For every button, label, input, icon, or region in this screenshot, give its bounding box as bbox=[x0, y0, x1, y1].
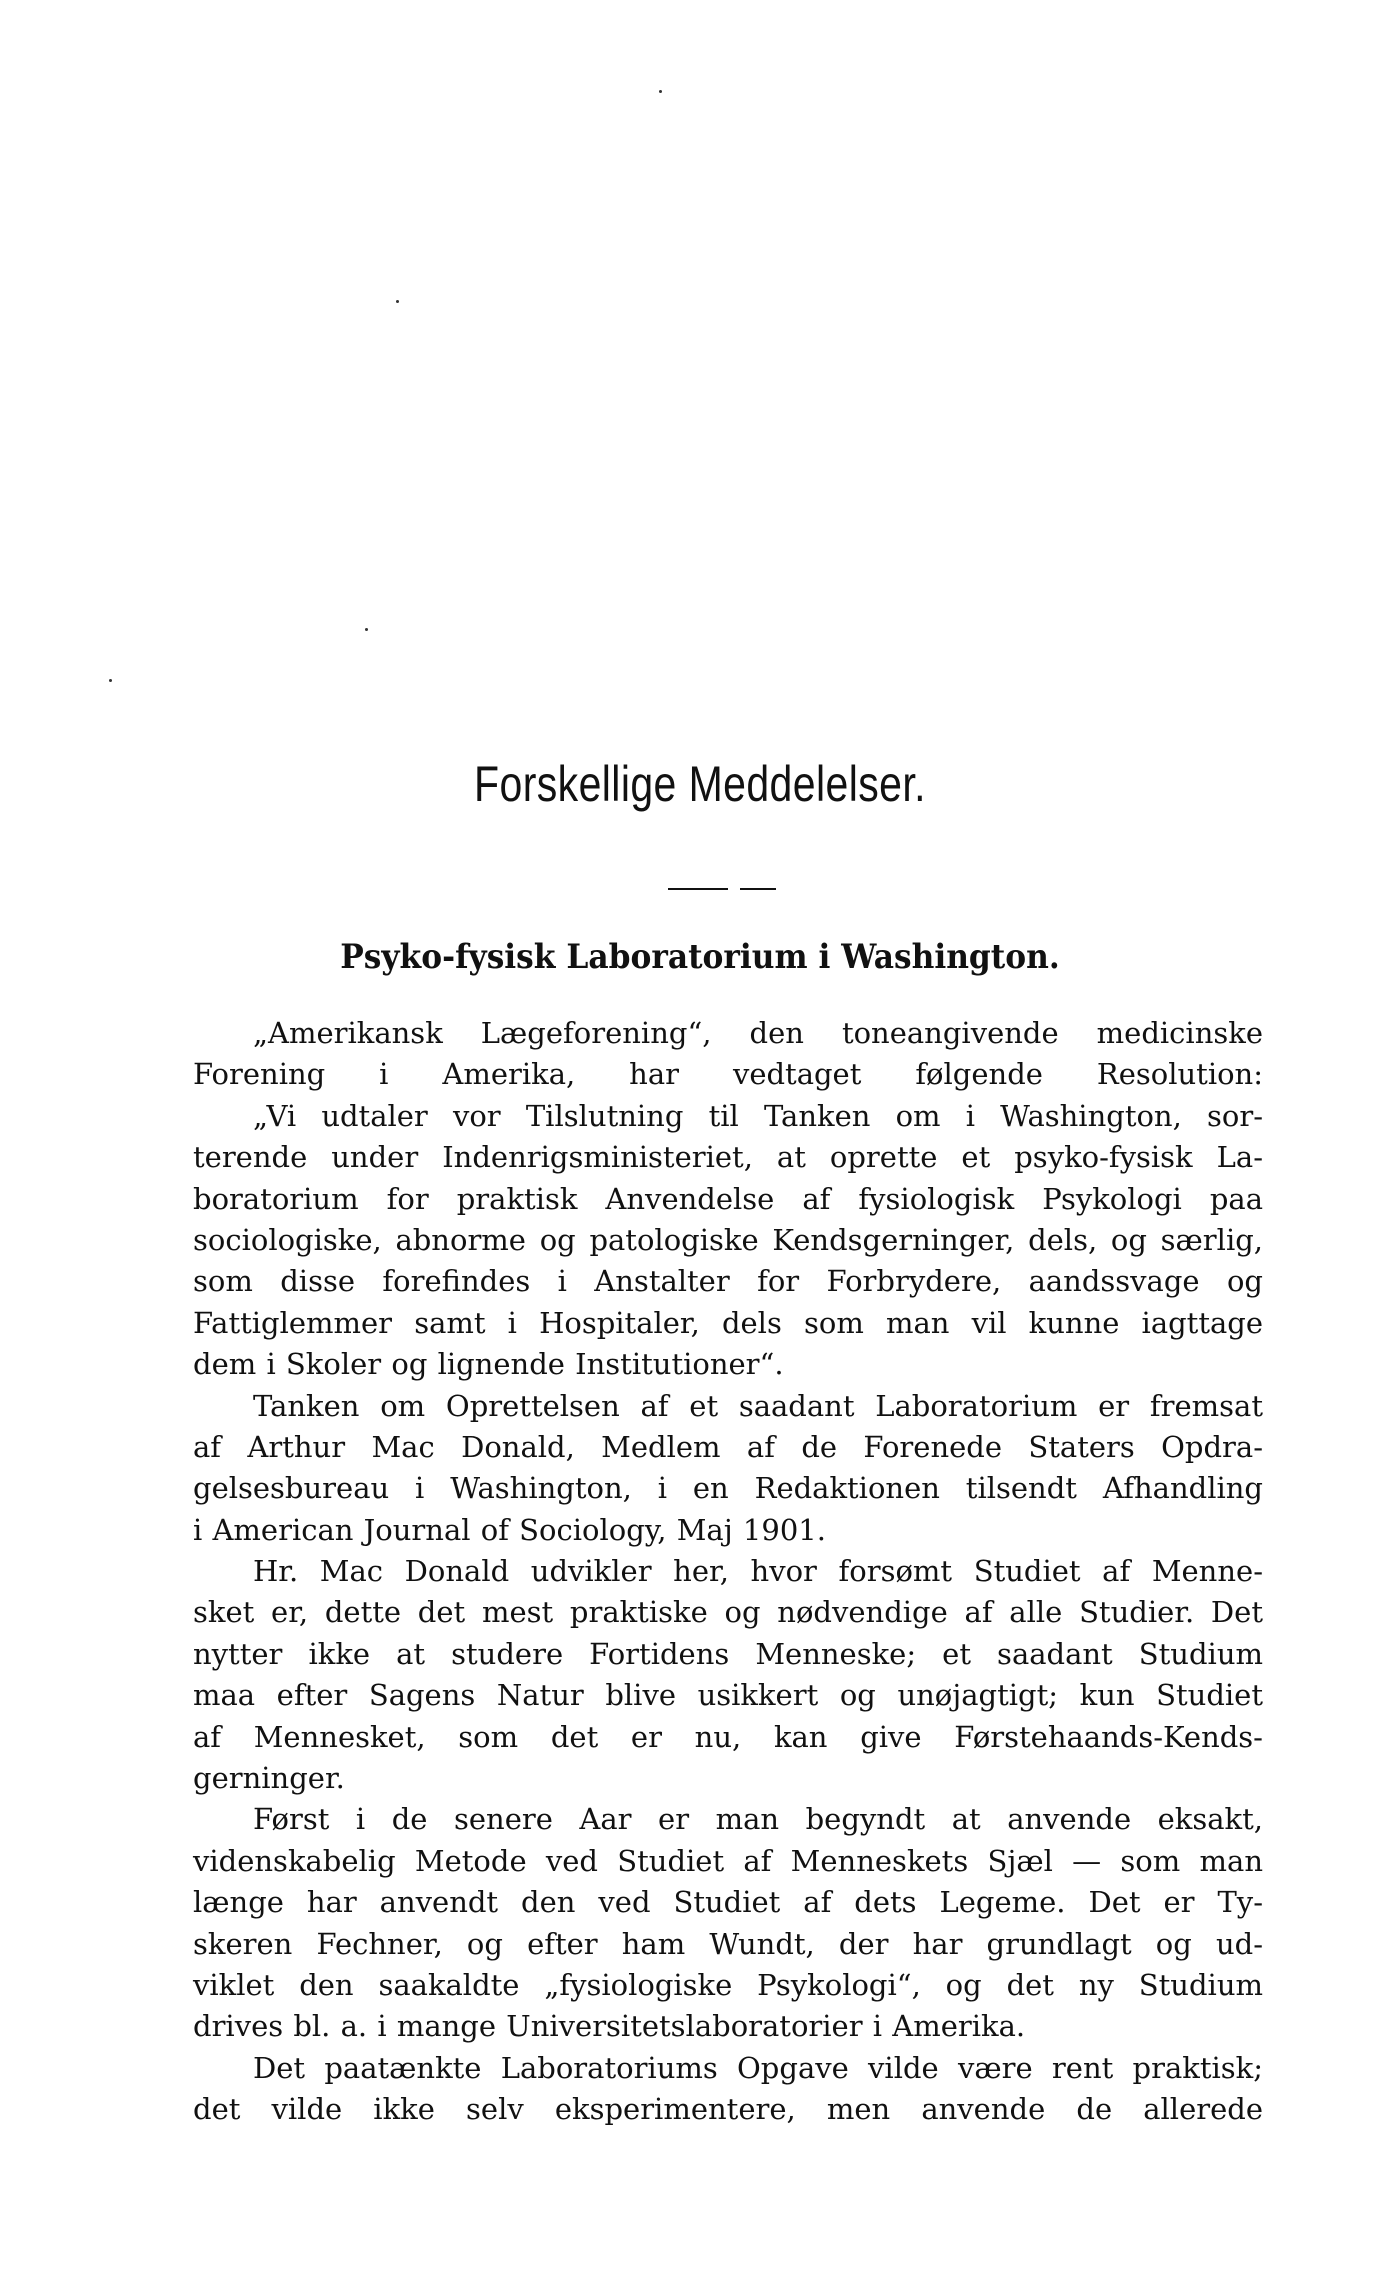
text-line: i American Journal of Sociology, Maj 1901. bbox=[193, 1512, 826, 1547]
text-line: Først i de senere Aar er man begyndt at anvende eksakt, bbox=[253, 1802, 1263, 1837]
section-title: Psyko-fysisk Laboratorium i Washington. bbox=[340, 937, 1060, 977]
page-speck bbox=[365, 628, 368, 631]
page-speck bbox=[109, 679, 112, 682]
text-line: Hr. Mac Donald udvikler her, hvor forsømt Studiet af Menne- bbox=[253, 1554, 1263, 1589]
text-line: dem i Skoler og lignende Institutioner“. bbox=[193, 1347, 784, 1382]
text-line: sociologiske, abnorme og patologiske Kendsgerninger, dels, og særlig, bbox=[193, 1222, 1263, 1257]
text-line: drives bl. a. i mange Universitetslaboratorier i Amerika. bbox=[193, 2009, 1026, 2044]
page-heading: Forskellige Meddelelser. bbox=[474, 756, 926, 812]
section-divider bbox=[668, 888, 776, 890]
text-line: det vilde ikke selv eksperimentere, men anvende de allerede bbox=[193, 2092, 1263, 2127]
text-line: af Mennesket, som det er nu, kan give Førstehaands-Kends- bbox=[193, 1719, 1263, 1754]
text-line: nytter ikke at studere Fortidens Menneske; et saadant Studium bbox=[193, 1636, 1263, 1671]
text-line: af Arthur Mac Donald, Medlem af de Forenede Staters Opdra- bbox=[193, 1429, 1263, 1464]
text-line: maa efter Sagens Natur blive usikkert og unøjagtigt; kun Studiet bbox=[193, 1678, 1263, 1713]
text-line: Fattiglemmer samt i Hospitaler, dels som man vil kunne iagttage bbox=[193, 1305, 1263, 1340]
text-line: Det paatænkte Laboratoriums Opgave vilde være rent praktisk; bbox=[253, 2050, 1263, 2085]
text-line: videnskabelig Metode ved Studiet af Menneskets Sjæl — som man bbox=[193, 1843, 1263, 1878]
text-line: som disse forefindes i Anstalter for Forbrydere, aandssvage og bbox=[193, 1264, 1263, 1299]
text-line: Tanken om Oprettelsen af et saadant Laboratorium er fremsat bbox=[253, 1388, 1263, 1423]
text-line: boratorium for praktisk Anvendelse af fysiologisk Psykologi paa bbox=[193, 1181, 1263, 1216]
text-line: „Amerikansk Lægeforening“, den toneangivende medicinske bbox=[253, 1016, 1263, 1050]
text-line: „Vi udtaler vor Tilslutning til Tanken om i Washington, sor- bbox=[253, 1098, 1263, 1133]
text-line: skeren Fechner, og efter ham Wundt, der har grundlagt og ud- bbox=[193, 1926, 1263, 1961]
page-speck bbox=[396, 300, 399, 303]
text-line: Forening i Amerika, har vedtaget følgende Resolution: bbox=[193, 1057, 1263, 1092]
text-line: gerninger. bbox=[193, 1761, 345, 1796]
page-speck bbox=[659, 90, 662, 93]
text-line: længe har anvendt den ved Studiet af dets Legeme. Det er Ty- bbox=[193, 1885, 1263, 1920]
body-text bbox=[193, 1013, 1263, 2131]
text-line: gelsesbureau i Washington, i en Redaktionen tilsendt Afhandling bbox=[193, 1471, 1263, 1506]
text-line: sket er, dette det mest praktiske og nødvendige af alle Studier. Det bbox=[193, 1595, 1263, 1630]
text-line: terende under Indenrigsministeriet, at oprette et psyko-fysisk La- bbox=[193, 1140, 1263, 1175]
text-line: viklet den saakaldte „fysiologiske Psykologi“, og det ny Studium bbox=[193, 1967, 1263, 2002]
